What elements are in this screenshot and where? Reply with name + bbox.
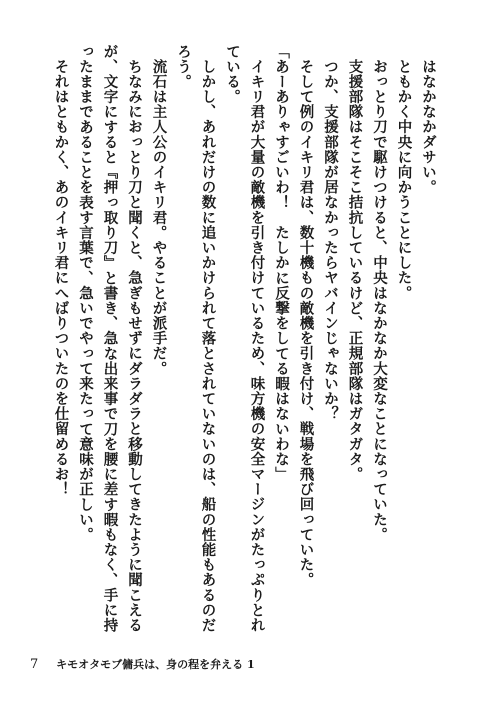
paragraph: 「あーありゃすごいわ！ たしかに反撃をしてる暇はないわな」 — [273, 44, 290, 482]
paragraph: そして例のイキリ君は、数十機もの敵機を引き付け、戦場を飛び回っていた。 — [297, 58, 315, 587]
paragraph: はなかなかダサい。 — [420, 58, 437, 195]
paragraph: つか、支援部隊が居なかったらヤバインじゃないか？ — [322, 58, 339, 421]
page-number: 7 — [30, 657, 39, 672]
paragraph: 流石は主人公のイキリ君。やることが派手だ。 — [150, 58, 168, 376]
vertical-body-text — [40, 44, 440, 644]
paragraph: イキリ君が大量の敵機を引き付けているため、味方機の安全マージンがたっぷりとれている。 — [224, 44, 266, 633]
book-title: キモオタモブ傭兵は、身の程を弁える 1 — [56, 658, 255, 671]
page-footer — [30, 656, 255, 672]
paragraph: おっとり刀で駆けつけると、中央はなかなか大変なことになっていた。 — [371, 58, 388, 542]
paragraph: それはともかく、あのイキリ君にへばりついたのを仕留めるお！ — [52, 58, 70, 497]
paragraph: 支援部隊はそこそこ拮抗しているけど、正規部隊はガタガタ。 — [346, 58, 364, 482]
paragraph: ちなみにおっとり刀と聞くと、急ぎもせずにダラダラと移動してきたように聞こえるが、文字にすると『押っ取り刀』と書き、急な出来事で刀を腰に差す暇もなく、手に持ったままであることを表す言葉で、急いでやって来たって意味が正しい。 — [77, 44, 143, 633]
paragraph: ともかく中央に向かうことにした。 — [395, 58, 413, 301]
paragraph: しかし、あれだけの数に追いかけられて落とされていないのは、船の性能もあるのだろう。 — [175, 44, 217, 633]
